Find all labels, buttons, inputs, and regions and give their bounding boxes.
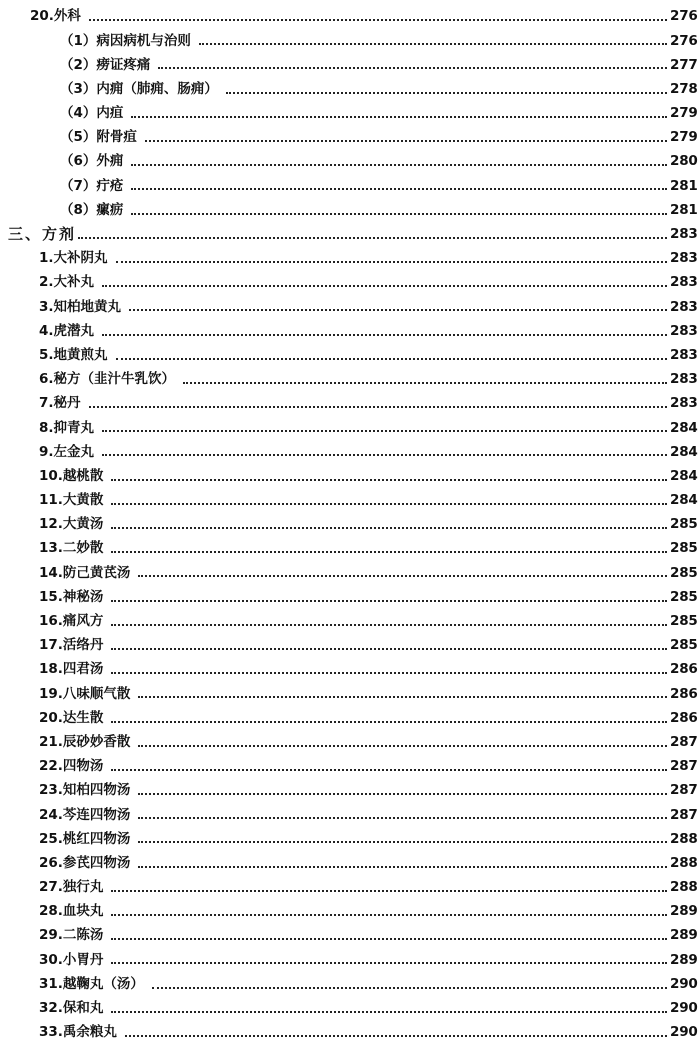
toc-entry[interactable] bbox=[0, 319, 700, 343]
toc-entry-title: （5）附骨疽 bbox=[60, 129, 137, 146]
toc-page-number: 283 bbox=[670, 226, 698, 243]
toc-entry-title: 10.越桃散 bbox=[39, 467, 104, 484]
toc-page-number: 287 bbox=[670, 758, 698, 775]
toc-entry[interactable] bbox=[0, 561, 700, 585]
toc-page-number: 285 bbox=[670, 516, 698, 533]
toc-page-number: 286 bbox=[670, 685, 698, 702]
toc-entry[interactable] bbox=[0, 53, 700, 77]
toc-entry-title: 16.痛风方 bbox=[39, 613, 104, 630]
toc-page-number: 287 bbox=[670, 782, 698, 799]
toc-entry-title: 27.独行丸 bbox=[39, 879, 104, 896]
dot-leader bbox=[111, 672, 667, 674]
toc-page-number: 288 bbox=[670, 830, 698, 847]
toc-entry-title: 23.知柏四物汤 bbox=[39, 782, 131, 799]
dot-leader bbox=[102, 430, 667, 432]
toc-section-heading[interactable] bbox=[0, 223, 700, 247]
toc-entry-title: 22.四物汤 bbox=[39, 758, 104, 775]
dot-leader bbox=[152, 987, 667, 989]
dot-leader bbox=[158, 67, 667, 69]
toc-entry-title: （1）病因病机与治则 bbox=[60, 32, 191, 49]
toc-page-number: 281 bbox=[670, 177, 698, 194]
toc-page-number: 284 bbox=[670, 467, 698, 484]
toc-entry-title: 3.知柏地黄丸 bbox=[39, 298, 122, 315]
toc-page-number: 285 bbox=[670, 613, 698, 630]
dot-leader bbox=[111, 1011, 667, 1013]
toc-entry-title: 15.神秘汤 bbox=[39, 588, 104, 605]
toc-entry[interactable] bbox=[0, 682, 700, 706]
toc-entry[interactable] bbox=[0, 416, 700, 440]
toc-entry-title: 24.芩连四物汤 bbox=[39, 806, 131, 823]
toc-entry-title: （3）内痈（肺痈、肠痈） bbox=[60, 80, 218, 97]
toc-page-number: 288 bbox=[670, 854, 698, 871]
toc-page-number: 276 bbox=[670, 32, 698, 49]
dot-leader bbox=[111, 600, 667, 602]
table-of-contents bbox=[0, 5, 700, 1045]
toc-page-number: 285 bbox=[670, 637, 698, 654]
toc-entry-title: 28.血块丸 bbox=[39, 903, 104, 920]
toc-entry[interactable] bbox=[0, 876, 700, 900]
toc-entry-title: 三、方剂 bbox=[8, 225, 77, 244]
toc-entry[interactable] bbox=[0, 852, 700, 876]
toc-entry-title: （7）疔疮 bbox=[60, 177, 124, 194]
toc-entry[interactable] bbox=[0, 586, 700, 610]
toc-page-number: 287 bbox=[670, 806, 698, 823]
dot-leader bbox=[111, 648, 667, 650]
toc-entry-title: 21.辰砂妙香散 bbox=[39, 733, 131, 750]
dot-leader bbox=[89, 406, 667, 408]
toc-page-number: 278 bbox=[670, 80, 698, 97]
toc-entry-title: 31.越鞠丸（汤） bbox=[39, 975, 144, 992]
toc-entry-title: 6.秘方（韭汁牛乳饮） bbox=[39, 371, 176, 388]
dot-leader bbox=[138, 866, 667, 868]
dot-leader bbox=[131, 188, 667, 190]
toc-page-number: 290 bbox=[670, 975, 698, 992]
toc-page-number: 285 bbox=[670, 564, 698, 581]
toc-entry[interactable] bbox=[0, 1021, 700, 1045]
toc-page-number: 287 bbox=[670, 733, 698, 750]
toc-entry-title: 14.防己黄芪汤 bbox=[39, 564, 131, 581]
toc-page-number: 283 bbox=[670, 371, 698, 388]
dot-leader bbox=[111, 527, 667, 529]
toc-entry-title: 20.达生散 bbox=[39, 709, 104, 726]
toc-page-number: 289 bbox=[670, 903, 698, 920]
toc-page-number: 286 bbox=[670, 661, 698, 678]
toc-entry[interactable] bbox=[0, 803, 700, 827]
dot-leader bbox=[183, 382, 667, 384]
toc-entry-title: 20.外科 bbox=[30, 8, 81, 25]
toc-entry[interactable] bbox=[0, 513, 700, 537]
dot-leader bbox=[131, 213, 667, 215]
toc-entry[interactable] bbox=[0, 731, 700, 755]
dot-leader bbox=[111, 769, 667, 771]
dot-leader bbox=[111, 503, 667, 505]
dot-leader bbox=[111, 962, 667, 964]
toc-entry-title: 5.地黄煎丸 bbox=[39, 346, 108, 363]
dot-leader bbox=[111, 938, 667, 940]
dot-leader bbox=[102, 285, 667, 287]
toc-page-number: 283 bbox=[670, 322, 698, 339]
toc-entry-title: 30.小胃丹 bbox=[39, 951, 104, 968]
toc-entry[interactable] bbox=[0, 29, 700, 53]
dot-leader bbox=[116, 358, 667, 360]
toc-page-number: 285 bbox=[670, 588, 698, 605]
toc-entry-title: 2.大补丸 bbox=[39, 274, 95, 291]
toc-page-number: 283 bbox=[670, 298, 698, 315]
toc-entry[interactable] bbox=[0, 440, 700, 464]
toc-entry-title: 7.秘丹 bbox=[39, 395, 81, 412]
toc-page-number: 277 bbox=[670, 56, 698, 73]
toc-entry[interactable] bbox=[0, 199, 700, 223]
dot-leader bbox=[138, 841, 667, 843]
toc-entry[interactable] bbox=[0, 973, 700, 997]
toc-entry[interactable] bbox=[0, 900, 700, 924]
toc-entry[interactable] bbox=[0, 126, 700, 150]
dot-leader bbox=[111, 914, 667, 916]
dot-leader bbox=[131, 116, 667, 118]
dot-leader bbox=[111, 479, 667, 481]
toc-entry[interactable] bbox=[0, 755, 700, 779]
toc-page-number: 276 bbox=[670, 8, 698, 25]
toc-entry[interactable] bbox=[0, 779, 700, 803]
dot-leader bbox=[138, 745, 667, 747]
dot-leader bbox=[111, 624, 667, 626]
toc-entry-title: 4.虎潜丸 bbox=[39, 322, 95, 339]
toc-entry[interactable] bbox=[0, 489, 700, 513]
dot-leader bbox=[145, 140, 667, 142]
toc-page-number: 286 bbox=[670, 709, 698, 726]
toc-page-number: 290 bbox=[670, 1000, 698, 1017]
toc-page-number: 289 bbox=[670, 927, 698, 944]
toc-page-number: 284 bbox=[670, 443, 698, 460]
toc-page-number: 283 bbox=[670, 346, 698, 363]
toc-entry-title: 32.保和丸 bbox=[39, 1000, 104, 1017]
toc-entry-title: 1.大补阴丸 bbox=[39, 250, 108, 267]
toc-entry-title: 8.抑青丸 bbox=[39, 419, 95, 436]
dot-leader bbox=[138, 817, 667, 819]
toc-entry[interactable] bbox=[0, 174, 700, 198]
toc-entry[interactable] bbox=[0, 295, 700, 319]
toc-entry[interactable] bbox=[0, 827, 700, 851]
dot-leader bbox=[199, 43, 667, 45]
dot-leader bbox=[138, 696, 667, 698]
dot-leader bbox=[138, 793, 667, 795]
dot-leader bbox=[131, 164, 667, 166]
toc-page-number: 284 bbox=[670, 492, 698, 509]
dot-leader bbox=[102, 334, 667, 336]
toc-entry[interactable] bbox=[0, 948, 700, 972]
dot-leader bbox=[89, 19, 667, 21]
toc-entry[interactable] bbox=[0, 247, 700, 271]
toc-entry[interactable] bbox=[0, 392, 700, 416]
toc-entry-title: 11.大黄散 bbox=[39, 492, 104, 509]
dot-leader bbox=[125, 1035, 667, 1037]
toc-page-number: 288 bbox=[670, 879, 698, 896]
toc-page-number: 283 bbox=[670, 250, 698, 267]
toc-page-number: 279 bbox=[670, 129, 698, 146]
toc-entry-title: 29.二陈汤 bbox=[39, 927, 104, 944]
toc-entry-title: 12.大黄汤 bbox=[39, 516, 104, 533]
toc-entry-title: 26.参芪四物汤 bbox=[39, 854, 131, 871]
toc-page-number: 284 bbox=[670, 419, 698, 436]
toc-page-number: 280 bbox=[670, 153, 698, 170]
toc-entry-title: 25.桃红四物汤 bbox=[39, 830, 131, 847]
dot-leader bbox=[111, 721, 667, 723]
dot-leader bbox=[111, 551, 667, 553]
toc-page-number: 285 bbox=[670, 540, 698, 557]
toc-page-number: 289 bbox=[670, 951, 698, 968]
toc-entry[interactable] bbox=[0, 368, 700, 392]
toc-entry[interactable] bbox=[0, 271, 700, 295]
toc-entry-title: （6）外痈 bbox=[60, 153, 124, 170]
toc-entry[interactable] bbox=[0, 610, 700, 634]
toc-page-number: 283 bbox=[670, 395, 698, 412]
toc-page-number: 283 bbox=[670, 274, 698, 291]
toc-entry-title: 9.左金丸 bbox=[39, 443, 95, 460]
toc-page-number: 279 bbox=[670, 105, 698, 122]
toc-entry[interactable] bbox=[0, 997, 700, 1021]
toc-entry[interactable] bbox=[0, 5, 700, 29]
dot-leader bbox=[138, 575, 667, 577]
dot-leader bbox=[102, 454, 667, 456]
dot-leader bbox=[78, 237, 667, 239]
toc-page-number: 281 bbox=[670, 201, 698, 218]
toc-entry-title: 19.八味顺气散 bbox=[39, 685, 131, 702]
toc-entry-title: 18.四君汤 bbox=[39, 661, 104, 678]
toc-entry-title: （2）痨证疼痛 bbox=[60, 56, 151, 73]
toc-page-number: 290 bbox=[670, 1024, 698, 1041]
toc-entry-title: 13.二妙散 bbox=[39, 540, 104, 557]
toc-entry[interactable] bbox=[0, 344, 700, 368]
toc-entry-title: （8）瘰疬 bbox=[60, 201, 124, 218]
toc-entry[interactable] bbox=[0, 634, 700, 658]
toc-entry[interactable] bbox=[0, 658, 700, 682]
toc-entry[interactable] bbox=[0, 465, 700, 489]
toc-entry[interactable] bbox=[0, 150, 700, 174]
dot-leader bbox=[111, 890, 667, 892]
toc-entry[interactable] bbox=[0, 537, 700, 561]
dot-leader bbox=[116, 261, 667, 263]
toc-entry[interactable] bbox=[0, 102, 700, 126]
dot-leader bbox=[226, 92, 667, 94]
toc-entry-title: （4）内疽 bbox=[60, 105, 124, 122]
toc-entry-title: 17.活络丹 bbox=[39, 637, 104, 654]
dot-leader bbox=[129, 309, 667, 311]
toc-entry[interactable] bbox=[0, 706, 700, 730]
toc-entry[interactable] bbox=[0, 924, 700, 948]
toc-entry-title: 33.禹余粮丸 bbox=[39, 1024, 117, 1041]
toc-entry[interactable] bbox=[0, 78, 700, 102]
